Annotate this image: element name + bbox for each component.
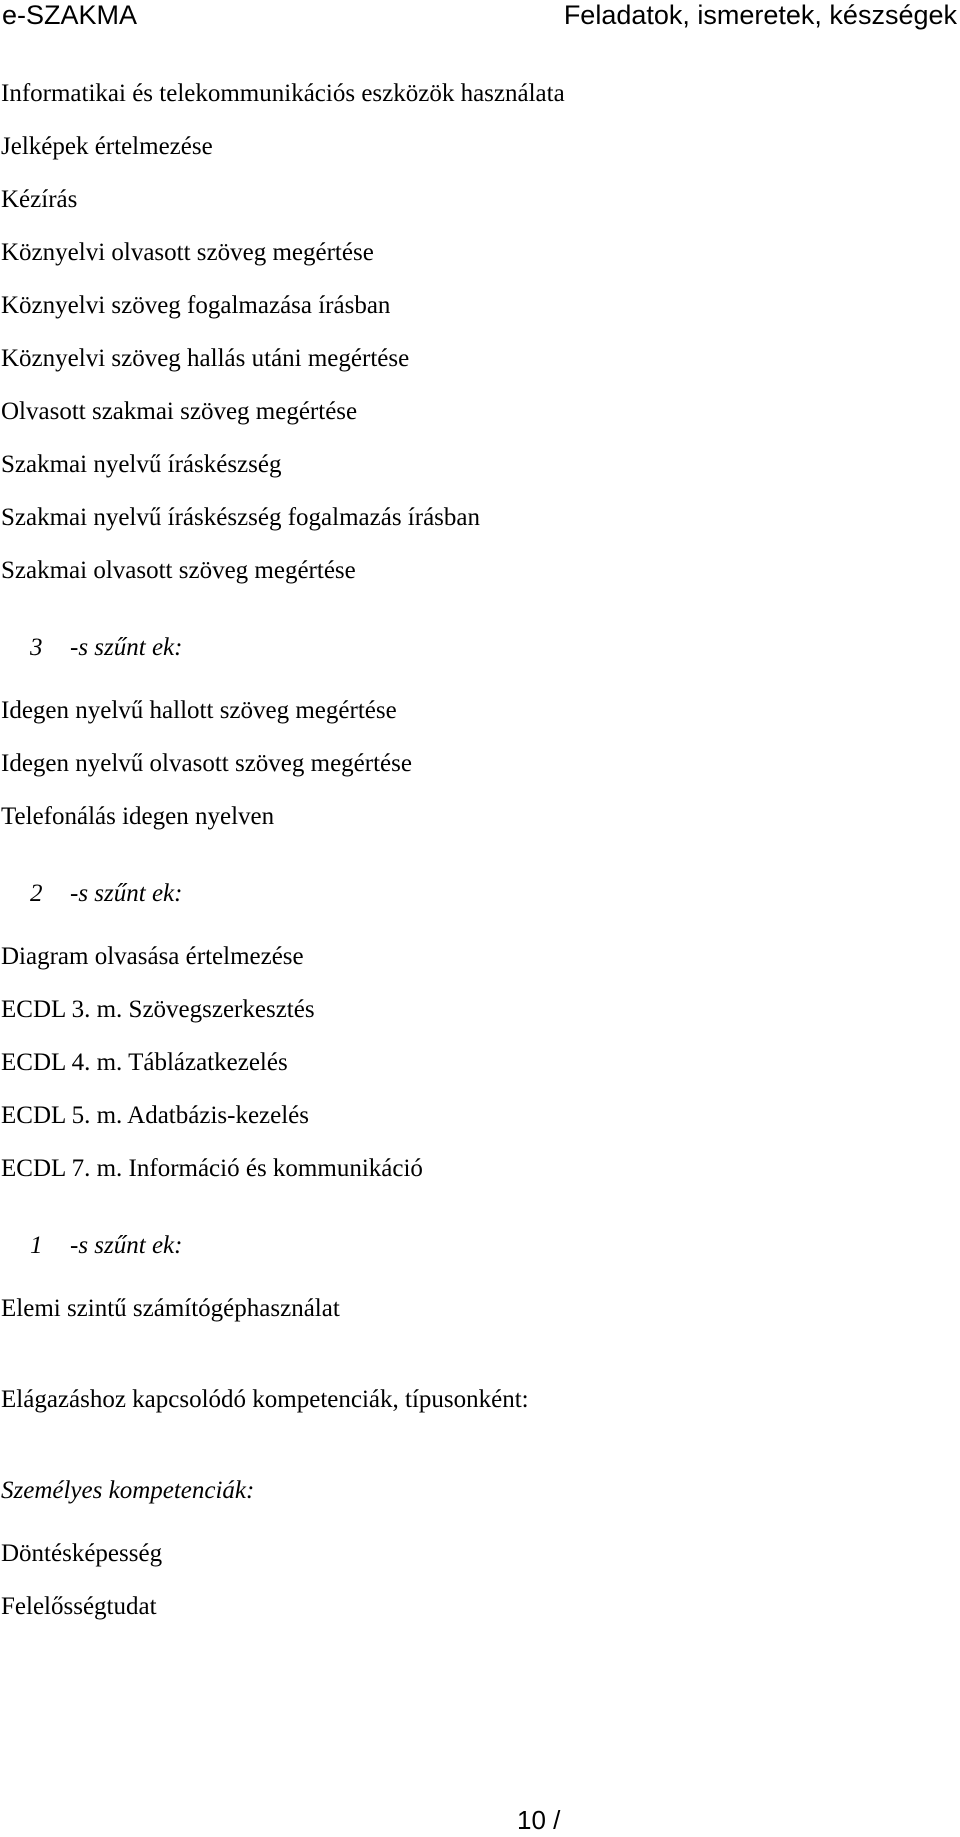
level-number: 2: [30, 880, 43, 907]
list-item: Olvasott szakmai szöveg megértése: [1, 398, 358, 425]
page-number: 10 /: [517, 1805, 561, 1835]
level-number: 3: [30, 634, 43, 661]
list-item: Telefonálás idegen nyelven: [1, 803, 275, 830]
list-item: Szakmai nyelvű íráskészség fogalmazás írásban: [1, 504, 480, 531]
list-item: Jelképek értelmezése: [1, 133, 213, 160]
list-item: Informatikai és telekommunikációs eszközök használata: [1, 80, 565, 107]
list-item: Idegen nyelvű olvasott szöveg megértése: [1, 750, 412, 777]
list-item: ECDL 3. m. Szövegszerkesztés: [1, 996, 315, 1023]
list-item: Köznyelvi szöveg hallás utáni megértése: [1, 345, 410, 372]
header-title-right: Feladatok, ismeretek, készségek: [563, 0, 957, 30]
level-number: 1: [30, 1232, 43, 1259]
list-item: Elemi szintű számítógéphasználat: [1, 1295, 340, 1322]
list-item: Szakmai olvasott szöveg megértése: [1, 557, 356, 584]
list-item: Szakmai nyelvű íráskészség: [1, 451, 282, 478]
level-1-heading: [30, 1232, 182, 1260]
list-item: Kézírás: [1, 186, 78, 213]
level-label: -s szűnt ek:: [70, 634, 183, 661]
list-item: Köznyelvi szöveg fogalmazása írásban: [1, 292, 391, 319]
level-2-heading: [30, 880, 182, 908]
personal-competencies-heading: Személyes kompetenciák:: [1, 1477, 255, 1504]
list-item: Köznyelvi olvasott szöveg megértése: [1, 239, 374, 266]
list-item: ECDL 5. m. Adatbázis-kezelés: [1, 1102, 310, 1129]
level-3-heading: [30, 634, 182, 662]
level-label: -s szűnt ek:: [70, 1232, 183, 1259]
list-item: Idegen nyelvű hallott szöveg megértése: [1, 697, 397, 724]
list-item: Döntésképesség: [1, 1540, 163, 1567]
list-item: ECDL 7. m. Információ és kommunikáció: [1, 1155, 423, 1182]
level-label: -s szűnt ek:: [70, 880, 183, 907]
list-item: Felelősségtudat: [1, 1593, 157, 1620]
list-item: ECDL 4. m. Táblázatkezelés: [1, 1049, 288, 1076]
header-title-left: e-SZAKMA: [2, 0, 138, 30]
section-heading: Elágazáshoz kapcsolódó kompetenciák, típusonként:: [1, 1386, 529, 1413]
list-item: Diagram olvasása értelmezése: [1, 943, 304, 970]
